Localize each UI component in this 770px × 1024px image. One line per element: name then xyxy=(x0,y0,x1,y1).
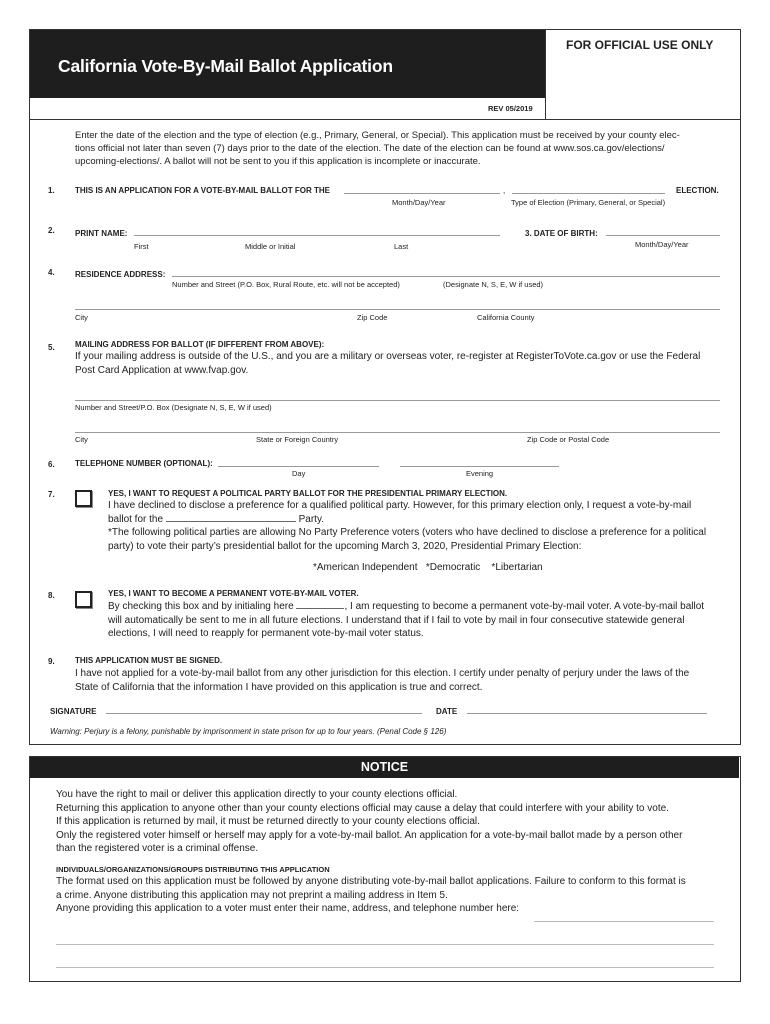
signature-field[interactable] xyxy=(106,713,422,714)
text-line xyxy=(108,600,728,614)
text-line: party) to vote their party’s presidential ballot for the upcoming March 3, 2020, Presidential Primary Election: xyxy=(108,540,582,552)
permanent-vbm-checkbox[interactable] xyxy=(75,591,92,608)
item8-heading: YES, I WANT TO BECOME A PERMANENT VOTE-BY-MAIL VOTER. xyxy=(108,589,359,598)
telephone-label: TELEPHONE NUMBER (OPTIONAL): xyxy=(75,459,213,468)
residence-city-field[interactable] xyxy=(75,309,720,310)
field-caption: Zip Code xyxy=(357,313,388,322)
field-caption: City xyxy=(75,435,88,444)
perjury-warning: Warning: Perjury is a felony, punishable by imprisonment in state prison for up to four years. (Penal Code § 126) xyxy=(50,727,447,736)
text-line: State of California that the information I have provided on this application is true and correct. xyxy=(75,681,483,693)
text-line: than the registered voter is a criminal offense. xyxy=(56,843,259,854)
party-name-field[interactable] xyxy=(166,521,296,522)
field-caption: Last xyxy=(394,242,409,251)
item7-text xyxy=(108,499,728,553)
item1-election-label: ELECTION. xyxy=(676,186,719,195)
date-of-birth-field[interactable] xyxy=(606,235,720,236)
field-caption: First xyxy=(134,242,149,251)
item9-heading: THIS APPLICATION MUST BE SIGNED. xyxy=(75,656,223,665)
item-number: 2. xyxy=(48,226,55,235)
distributor-text xyxy=(56,875,726,916)
item-number: 6. xyxy=(48,460,55,469)
date-label: DATE xyxy=(436,707,458,716)
item1-comma: , xyxy=(503,186,506,195)
election-date-field[interactable] xyxy=(344,193,500,194)
item-number: 8. xyxy=(48,591,55,600)
field-caption: (Designate N, S, E, W if used) xyxy=(443,280,544,289)
field-caption: California County xyxy=(477,313,535,322)
residence-address-label: RESIDENCE ADDRESS: xyxy=(75,270,166,279)
item8-text xyxy=(108,600,728,641)
field-caption: Month/Day/Year xyxy=(635,240,689,249)
date-of-birth-label: 3. DATE OF BIRTH: xyxy=(525,229,598,238)
initials-field[interactable] xyxy=(296,608,344,609)
item9-text xyxy=(75,667,735,694)
distributor-info-field[interactable] xyxy=(534,921,714,922)
mailing-street-field[interactable] xyxy=(75,400,720,401)
party-list: *American Independent *Democratic *Libertarian xyxy=(313,562,543,573)
telephone-day-field[interactable] xyxy=(218,466,379,467)
distributor-heading: INDIVIDUALS/ORGANIZATIONS/GROUPS DISTRIBUTING THIS APPLICATION xyxy=(56,865,330,874)
residence-street-field[interactable] xyxy=(172,276,720,277)
text-line: I have declined to disclose a preference for a qualified political party. However, for this primary election only, I request a vote-by-mail xyxy=(108,500,692,511)
field-caption: State or Foreign Country xyxy=(256,435,339,444)
item-number: 1. xyxy=(48,186,55,195)
field-caption: Day xyxy=(292,469,306,478)
print-name-field[interactable] xyxy=(134,235,500,236)
signature-date-field[interactable] xyxy=(467,713,707,714)
field-caption: Month/Day/Year xyxy=(392,198,446,207)
text-line: will automatically be sent to me in all future elections. I understand that if I fail to vote by mail in four consecutive statewide general xyxy=(108,614,685,626)
text-line: If your mailing address is outside of the U.S., and you are a military or overseas voter, re-register at RegisterToVote.ca.gov or use the Federal xyxy=(75,351,701,362)
party-ballot-checkbox[interactable] xyxy=(75,490,92,507)
distributor-info-field[interactable] xyxy=(56,944,714,945)
item-number: 5. xyxy=(48,343,55,352)
text-line: The format used on this application must be followed by anyone distributing vote-by-mail ballot applications. Failure to conform to this format is xyxy=(56,876,686,887)
field-caption: Evening xyxy=(466,469,494,478)
title-bar-bottom-strip xyxy=(30,98,545,120)
distributor-info-field[interactable] xyxy=(56,967,714,968)
official-use-label: FOR OFFICIAL USE ONLY xyxy=(566,38,714,52)
text-line: I have not applied for a vote-by-mail ballot from any other jurisdiction for this election. I certify under penalty of perjury under the laws of the xyxy=(75,668,690,679)
notice-title: NOTICE xyxy=(360,760,409,774)
mailing-address-label: MAILING ADDRESS FOR BALLOT (IF DIFFERENT FROM ABOVE): xyxy=(75,340,325,349)
election-type-field[interactable] xyxy=(512,193,665,194)
text-line: Post Card Application at www.fvap.gov. xyxy=(75,364,249,376)
intro-line: upcoming-elections/. A ballot will not be sent to you if this application is incomplete or inaccurate. xyxy=(75,156,481,167)
item-number: 4. xyxy=(48,268,55,277)
item7-heading: YES, I WANT TO REQUEST A POLITICAL PARTY BALLOT FOR THE PRESIDENTIAL PRIMARY ELECTION. xyxy=(108,489,508,498)
mailing-city-field[interactable] xyxy=(75,432,720,433)
field-caption: Number and Street (P.O. Box, Rural Route, etc. will not be accepted) xyxy=(172,280,400,289)
text-line: If this application is returned by mail, it must be returned directly to your county elections official. xyxy=(56,816,480,827)
text-line: Only the registered voter himself or herself may apply for a vote-by-mail ballot. An application for a vote-by-mail ballot made by a person other xyxy=(56,829,683,841)
text-fragment: Party. xyxy=(298,513,324,525)
field-caption: Zip Code or Postal Code xyxy=(527,435,610,444)
text-line xyxy=(108,513,728,527)
text-fragment: ballot for the xyxy=(108,513,164,525)
field-caption: City xyxy=(75,313,88,322)
field-caption: Type of Election (Primary, General, or Special) xyxy=(511,198,666,207)
text-line: *The following political parties are allowing No Party Preference voters (voters who have declined to disclose a preference for a political xyxy=(108,527,707,538)
revision-label: REV 05/2019 xyxy=(488,104,533,113)
intro-line: tions official not later than seven (7) days prior to the date of the election. The date of the election can be found at www.sos.ca.gov/elections/ xyxy=(75,143,665,154)
intro-line: Enter the date of the election and the type of election (e.g., Primary, General, or Special). This application must be received by your county elec- xyxy=(75,130,680,141)
text-line: You have the right to mail or deliver this application directly to your county elections official. xyxy=(56,789,458,800)
notice-text xyxy=(56,788,726,856)
text-line: Anyone providing this application to a voter must enter their name, address, and telephone number here: xyxy=(56,903,520,914)
field-caption: Middle or Initial xyxy=(245,242,296,251)
text-line: a crime. Anyone distributing this application may not preprint a mailing address in Item 5. xyxy=(56,889,448,901)
text-line: Returning this application to anyone other than your county elections official may cause a delay that could interfere with your ability to vote. xyxy=(56,802,669,814)
text-fragment: , I am requesting to become a permanent vote-by-mail voter. A vote-by-mail ballot xyxy=(344,601,705,612)
mailing-address-text xyxy=(75,350,735,377)
field-caption: Number and Street/P.O. Box (Designate N, S, E, W if used) xyxy=(75,403,272,412)
signature-label: SIGNATURE xyxy=(50,707,97,716)
item-number: 9. xyxy=(48,657,55,666)
item1-label: THIS IS AN APPLICATION FOR A VOTE-BY-MAIL BALLOT FOR THE xyxy=(75,186,330,195)
form-title: California Vote-By-Mail Ballot Application xyxy=(58,56,393,76)
text-fragment: By checking this box and by initialing here xyxy=(108,601,294,612)
intro-text xyxy=(75,129,735,168)
telephone-evening-field[interactable] xyxy=(400,466,559,467)
print-name-label: PRINT NAME: xyxy=(75,229,128,238)
item-number: 7. xyxy=(48,490,55,499)
text-line: elections, I will need to reapply for permanent vote-by-mail voter status. xyxy=(108,628,424,639)
